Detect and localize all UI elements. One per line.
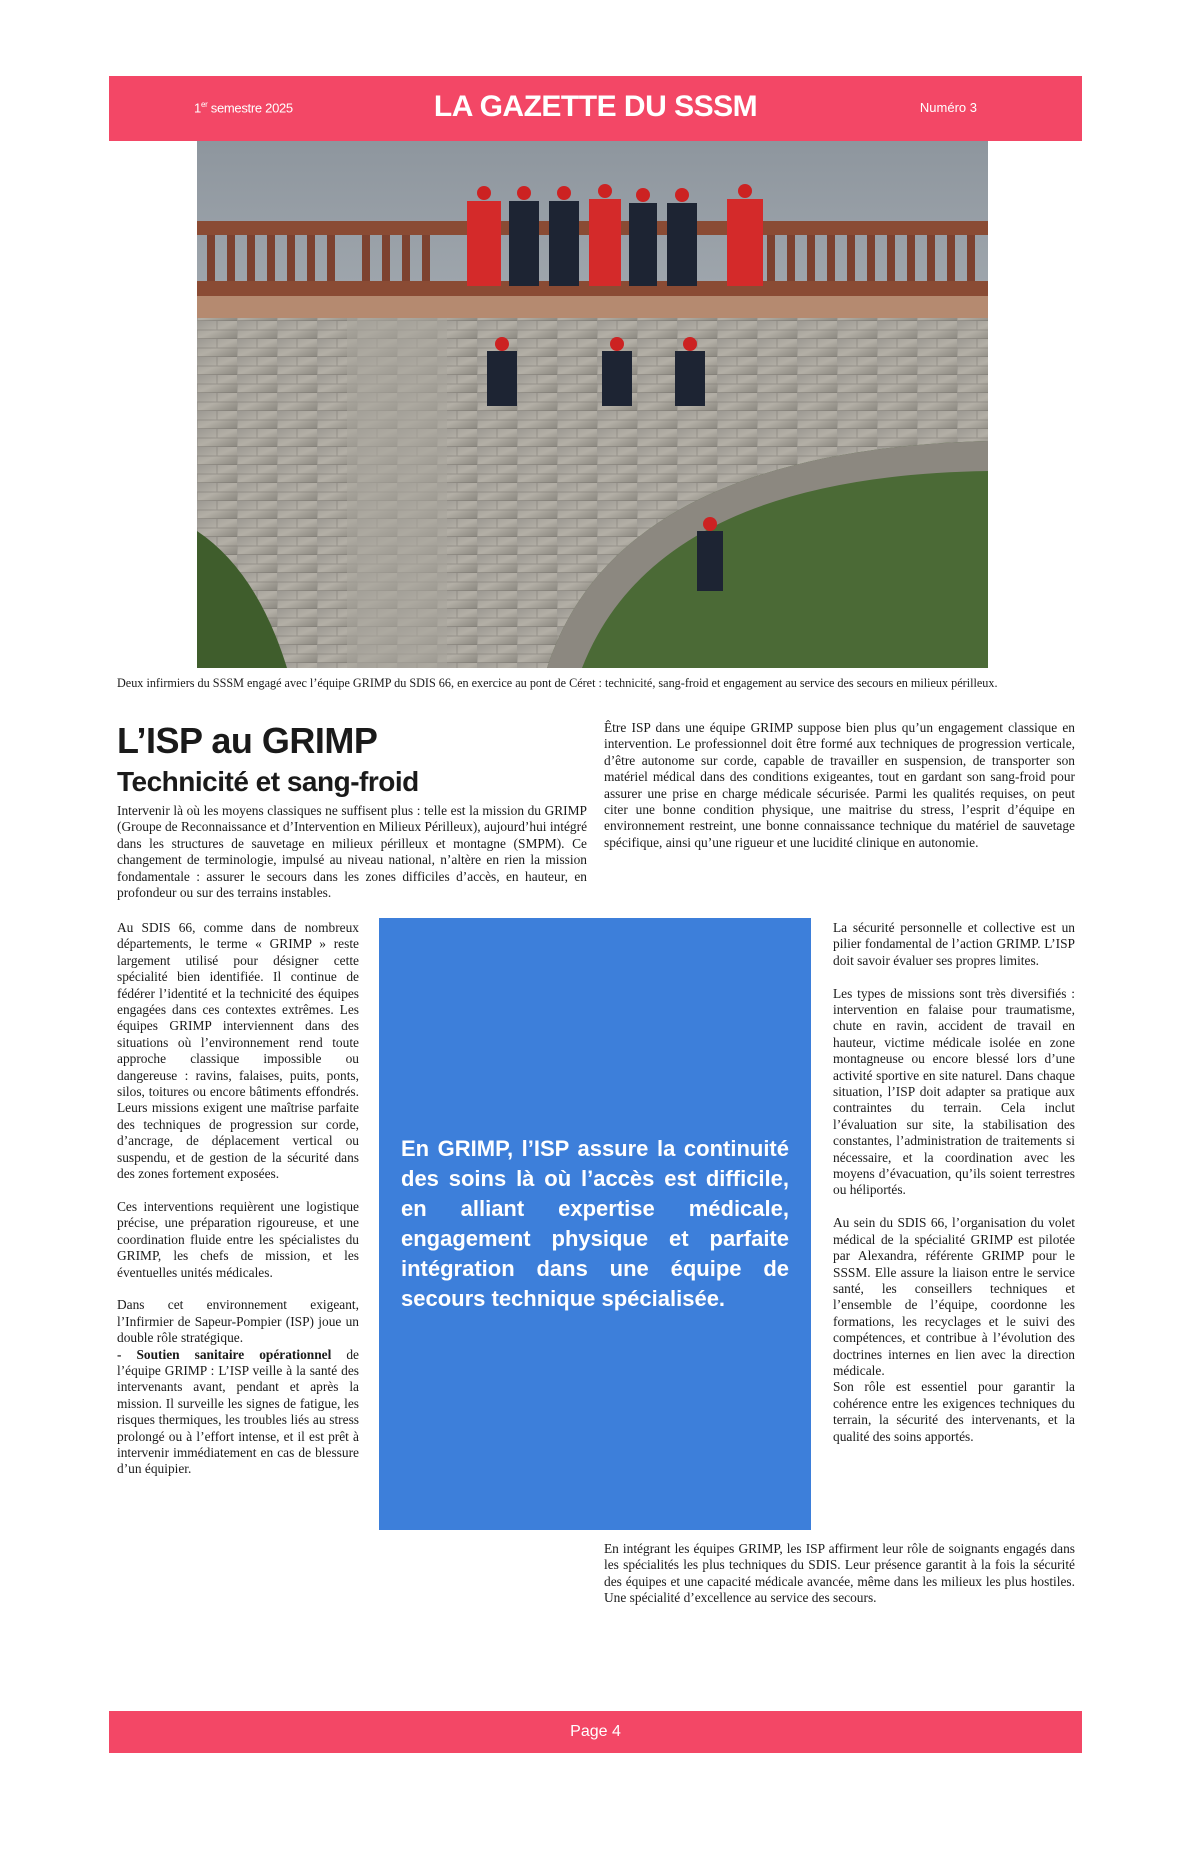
- paragraph: Ces interventions requièrent une logistique précise, une préparation rigoureuse, et une coordination fluide entre les spécialistes du GRIMP, les chefs de mission, et les éventuelles unités médicales.: [117, 1198, 359, 1280]
- page-number: Page 4: [570, 1723, 621, 1740]
- photo-illustration: [197, 141, 988, 668]
- photo-caption: Deux infirmiers du SSSM engagé avec l’équipe GRIMP du SDIS 66, en exercice au pont de Céret : technicité, sang-froid et engagement au service des secours en milieux périlleux.: [117, 676, 998, 690]
- article-intro: Intervenir là où les moyens classiques ne suffisent plus : telle est la mission du GRIMP (Groupe de Reconnaissance et d’Intervention en Milieux Périlleux), aujourd’hui intégré dans les structures de sauvetage en milieux périlleux et montagne (SMPM). Ce changement de terminologie, impulsé au niveau national, n’altère en rien la mission fondamentale : assurer le secours dans les zones difficiles d’accès, en hauteur, en profondeur ou sur des terrains instables.: [117, 803, 588, 901]
- left-column: [117, 920, 359, 1494]
- issue-number: Numéro 3: [919, 100, 977, 115]
- paragraph: Les types de missions sont très diversifiés : intervention en falaise pour traumatisme, chute en ravin, accident de travail en hauteur, victime médicale isolée en zone montagneuse ou encore blessé lors d’une activité sportive en site naturel. Dans chaque situation, l’ISP doit adapter sa pratique aux contraintes du terrain. Cela inclut l’évaluation sur site, la stabilisation des constantes, l’administration de traitements si nécessaire, et la coordination avec les moyens d’évacuation, qu’ils soient terrestres ou héliportés.: [833, 985, 1075, 1198]
- bold-heading: - Soutien sanitaire opérationnel: [117, 1346, 332, 1362]
- paragraph-text: de l’équipe GRIMP : L’ISP veille à la santé des intervenants avant, pendant et après la mission. Il surveille les signes de fatigue, les risques thermiques, les troubles liés au stress prolongé ou à l’effort intense, et il est prêt à intervenir immédiatement en cas de blessure d’un équipier.: [117, 1346, 359, 1477]
- semester-number: 1: [194, 100, 201, 116]
- bridge-rescue-photo: [197, 141, 988, 668]
- semester-sup: er: [200, 100, 208, 109]
- footer-banner: [109, 1711, 1082, 1753]
- header-banner: [109, 76, 1082, 141]
- paragraph: Son rôle est essentiel pour garantir la cohérence entre les exigences techniques du terrain, la sécurité des intervenants, et la qualité des soins apportés.: [833, 1379, 1075, 1444]
- isp-requirements-paragraph: Être ISP dans une équipe GRIMP suppose bien plus qu’un engagement classique en intervention. Le professionnel doit être formé aux techniques de progression verticale, d’être autonome sur corde, capable de travailler en suspension, de transporter son matériel médical dans des conditions exigeantes, tout en gardant son sang-froid pour assurer une prise en charge médicale sécurisée. Parmi les qualités requises, on peut citer une bonne condition physique, une maitrise du stress, l’esprit d’équipe en environnement restreint, une bonne connaissance technique du matériel de sauvetage spécifique, ainsi qu’une rigueur et une lucidité clinique en autonomie.: [604, 720, 1075, 850]
- article-title: L’ISP au GRIMP: [117, 720, 378, 761]
- paragraph-text: Dans cet environnement exigeant, l’Infirmier de Sapeur-Pompier (ISP) joue un double rôle stratégique.: [117, 1297, 359, 1346]
- right-column: [833, 920, 1075, 1461]
- newsletter-title: LA GAZETTE DU SSSM: [433, 90, 758, 123]
- pull-quote: En GRIMP, l’ISP assure la continuité des soins là où l’accès est difficile, en alliant expertise médicale, engagement physique et parfaite intégration dans une équipe de secours technique spécialisée.: [401, 1136, 789, 1311]
- pull-quote-box: [379, 918, 811, 1530]
- paragraph: La sécurité personnelle et collective est un pilier fondamental de l’action GRIMP. L’ISP doit savoir évaluer ses propres limites.: [833, 920, 1075, 968]
- article-subtitle: Technicité et sang-froid: [117, 766, 419, 797]
- semester-text: semestre 2025: [207, 100, 293, 116]
- paragraph: [117, 1297, 359, 1477]
- paragraph: Au sein du SDIS 66, l’organisation du volet médical de la spécialité GRIMP est pilotée par Alexandra, référente GRIMP pour le SSSM. Elle assure la liaison entre le service santé, les conseillers techniques et l’ensemble de l’équipe, coordonne les formations, les recyclages et le suivi des compétences, et contribue à l’évolution des doctrines internes en lien avec la direction médicale.: [833, 1215, 1075, 1378]
- paragraph: Au SDIS 66, comme dans de nombreux départements, le terme « GRIMP » reste largement utilisé pour désigner cette spécialité bien identifiée. Il continue de fédérer l’identité et la technicité des équipes engagées dans ces contextes extrêmes. Les équipes GRIMP interviennent dans des situations où l’environnement rend toute approche classique impossible ou dangereuse : ravins, falaises, puits, ponts, silos, toitures ou encore bâtiments effondrés. Leurs missions exigent une maîtrise parfaite des techniques de progression sur corde, d’ancrage, de déplacement vertical ou suspendu, et de gestion de la sécurité dans des zones fortement exposées.: [117, 920, 359, 1182]
- closing-paragraph: En intégrant les équipes GRIMP, les ISP affirment leur rôle de soignants engagés dans les spécialités les plus techniques du SDIS. Leur présence garantit à la fois la sécurité des équipes et une capacité médicale avancée, même dans les milieux les plus hostiles. Une spécialité d’excellence au service des secours.: [604, 1541, 1075, 1606]
